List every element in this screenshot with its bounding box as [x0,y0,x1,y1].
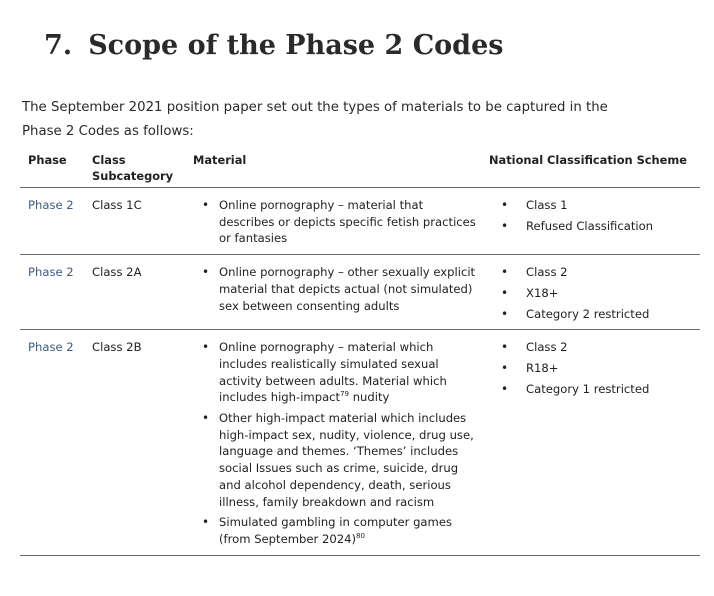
material-text: Simulated gambling in computer games (from September 2024) [219,515,453,546]
section-number: 7. [44,30,73,61]
material-list-item [193,339,481,406]
scheme-list-item: • Class 2 [493,339,696,356]
cell-material [185,188,485,255]
cell-class-subcategory: Class 2A [84,255,185,330]
material-text: Online pornography – other sexually explicit material that depicts actual (not simulated) sex between consenting adults [219,265,476,313]
cell-classification-scheme [485,330,700,555]
scheme-list [493,264,696,322]
section-heading [44,30,503,61]
header-material: Material [185,148,485,188]
scheme-list-item: • Category 2 restricted [493,306,696,323]
scheme-list-item: • Class 2 [493,264,696,281]
cell-phase: Phase 2 [20,188,84,255]
header-national-classification-scheme: National Classification Scheme [485,148,700,188]
cell-phase: Phase 2 [20,330,84,555]
intro-line-2: Phase 2 Codes as follows: [22,124,194,139]
cell-classification-scheme [485,188,700,255]
material-list [193,339,481,547]
table-header-row [20,148,700,188]
material-list-item [193,197,481,247]
header-phase: Phase [20,148,84,188]
material-text: Online pornography – material which includes realistically simulated sexual activity between adults. Material which includes high-impact [219,340,447,405]
footnote-ref: 79 [340,390,350,399]
cell-classification-scheme [485,255,700,330]
cell-class-subcategory: Class 2B [84,330,185,555]
scheme-list [493,339,696,397]
material-list [193,197,481,247]
material-text-tail: nudity [349,390,390,405]
material-text: Online pornography – material that describes or depicts specific fetish practices or fantasies [219,198,476,246]
section-title: Scope of the Phase 2 Codes [88,30,504,61]
material-list [193,264,481,314]
table-row [20,188,700,255]
scheme-list-item: • Class 1 [493,197,696,214]
material-list-item [193,264,481,314]
table-row [20,330,700,555]
cell-phase: Phase 2 [20,255,84,330]
material-text: Other high-impact material which includes high-impact sex, nudity, violence, drug use, language and themes. ‘Themes’ includes social Issues such as crime, suicide, drug and alcohol dependency, death, serious illness, family breakdown and racism [219,411,474,509]
scheme-list-item: • R18+ [493,360,696,377]
cell-material [185,330,485,555]
header-class-subcategory: Class Subcategory [84,148,185,188]
scheme-list-item: • X18+ [493,285,696,302]
intro-line-1: The September 2021 position paper set out the types of materials to be captured in the [22,100,608,115]
scheme-list-item: • Category 1 restricted [493,381,696,398]
scheme-list [493,197,696,234]
footnote-ref: 80 [356,531,365,540]
table-body [20,188,700,556]
cell-material [185,255,485,330]
material-list-item [193,410,481,510]
cell-class-subcategory: Class 1C [84,188,185,255]
scheme-list-item: • Refused Classification [493,218,696,235]
intro-paragraph [22,96,692,144]
scope-table [20,148,700,556]
table-row [20,255,700,330]
material-list-item [193,514,481,547]
